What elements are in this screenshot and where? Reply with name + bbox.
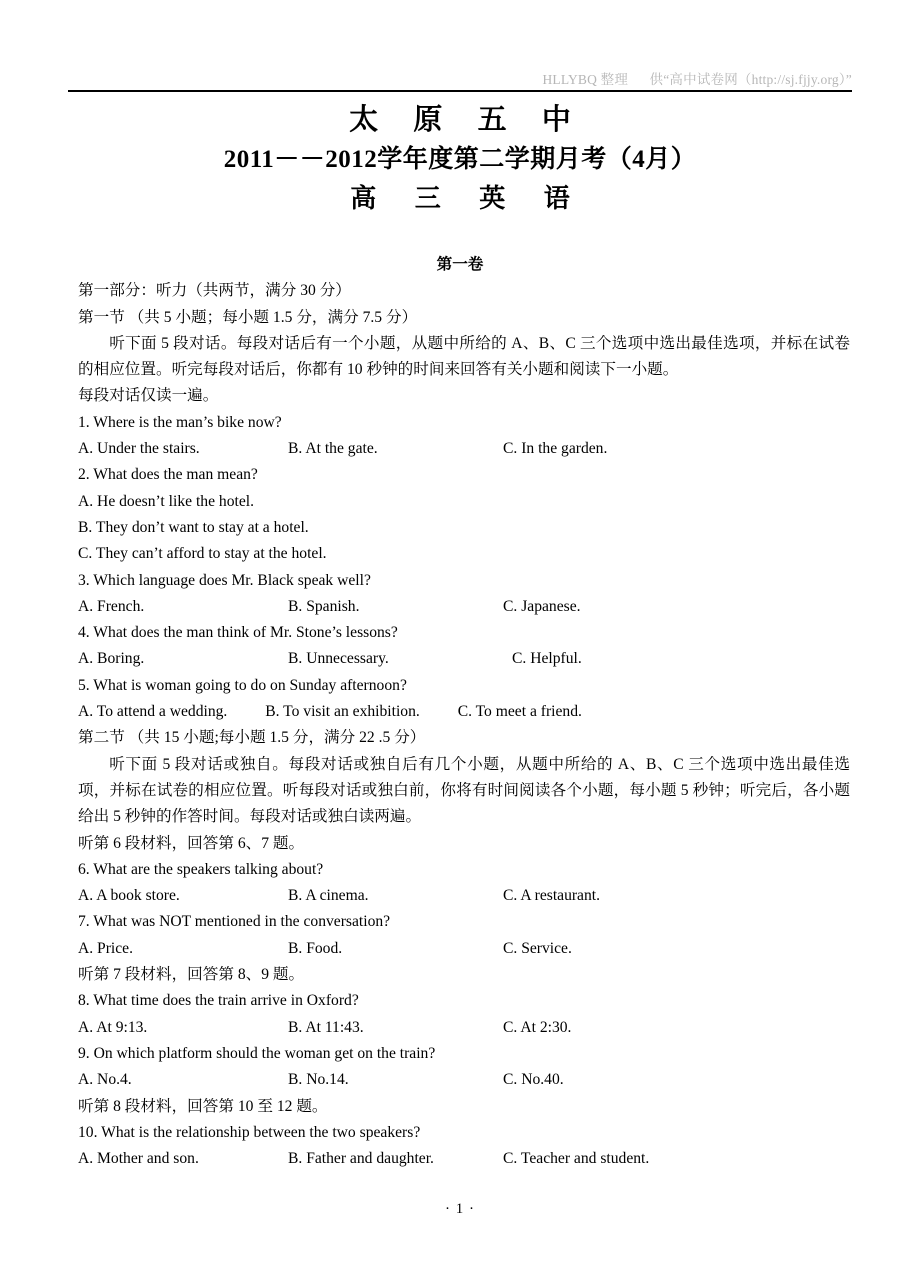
watermark-left-text: HLLYBQ 整理 (542, 72, 629, 87)
option-b[interactable]: B. At 11:43. (288, 1018, 364, 1036)
material-directive-6: 听第 6 段材料，回答第 6、7 题。 (78, 834, 305, 852)
option-b[interactable]: B. Father and daughter. (288, 1150, 434, 1168)
option-c[interactable]: C. Teacher and student. (503, 1150, 650, 1168)
exam-body (78, 252, 852, 1172)
watermark-spacer (632, 72, 646, 87)
option-c[interactable]: C. To meet a friend. (457, 703, 582, 721)
option-a[interactable]: A. A book store. (78, 887, 180, 905)
option-c[interactable]: C. Service. (503, 939, 572, 957)
option-b[interactable]: B. No.14. (288, 1071, 349, 1089)
question-stem-10: 10. What is the relationship between the two speakers? (78, 1123, 421, 1141)
question-stem-1: 1. Where is the man’s bike now? (78, 413, 282, 431)
question-stem-4: 4. What does the man think of Mr. Stone’s lessons? (78, 624, 398, 642)
section-one-instructions: 听下面 5 段对话。每段对话后有一个小题，从题中所给的 A、B、C 三个选项中选出最佳选项，并标在试卷的相应位置。听完每段对话后，你都有 10 秒钟的时间来回答有关小题和阅读下一小题。 (78, 334, 850, 379)
question-options-6 (78, 883, 852, 909)
section-one-heading: 第一节 （共 5 小题；每小题 1.5 分，满分 7.5 分） (78, 308, 418, 326)
section-one-instructions-tail: 每段对话仅读一遍。 (78, 387, 219, 405)
question-stem-2: 2. What does the man mean? (78, 466, 258, 484)
section-two-heading: 第二节 （共 15 小题;每小题 1.5 分，满分 22 .5 分） (78, 729, 426, 747)
header-watermark (68, 68, 852, 88)
volume-heading: 第一卷 (436, 256, 484, 273)
question-options-10 (78, 1146, 852, 1172)
option-c[interactable]: C. In the garden. (503, 440, 608, 458)
option-a[interactable]: A. At 9:13. (78, 1018, 148, 1036)
option-a[interactable]: A. He doesn’t like the hotel. (78, 492, 254, 510)
page-number-footer: · 1 · (445, 1201, 475, 1217)
question-options-7 (78, 936, 852, 962)
subject-title: 高 三 英 语 (350, 184, 586, 213)
question-options-3 (78, 594, 852, 620)
option-c[interactable]: C. Japanese. (503, 597, 581, 615)
option-a[interactable]: A. Under the stairs. (78, 440, 200, 458)
option-b[interactable]: B. Spanish. (288, 597, 360, 615)
exam-title: 2011－－2012学年度第二学期月考（4月） (223, 146, 697, 173)
question-options-5 (78, 699, 852, 725)
option-c[interactable]: C. They can’t afford to stay at the hotel. (78, 545, 327, 563)
option-c[interactable]: C. No.40. (503, 1071, 564, 1089)
header-divider-rule (68, 90, 852, 92)
material-directive-8: 听第 8 段材料，回答第 10 至 12 题。 (78, 1097, 328, 1115)
option-b[interactable]: B. Unnecessary. (288, 650, 389, 668)
title-block (68, 100, 852, 218)
question-stem-6: 6. What are the speakers talking about? (78, 860, 324, 878)
question-options-8 (78, 1015, 852, 1041)
question-stem-3: 3. Which language does Mr. Black speak well? (78, 571, 371, 589)
option-b[interactable]: B. At the gate. (288, 440, 378, 458)
question-stem-9: 9. On which platform should the woman get on the train? (78, 1044, 436, 1062)
option-c[interactable]: C. Helpful. (512, 650, 582, 668)
option-b[interactable]: B. They don’t want to stay at a hotel. (78, 518, 309, 536)
question-options-1 (78, 436, 852, 462)
question-stem-7: 7. What was NOT mentioned in the conversation? (78, 913, 391, 931)
question-options-4 (78, 646, 852, 672)
question-options-9 (78, 1067, 852, 1093)
option-a[interactable]: A. Boring. (78, 650, 145, 668)
option-c[interactable]: C. A restaurant. (503, 887, 601, 905)
option-a[interactable]: A. Mother and son. (78, 1150, 199, 1168)
option-a[interactable]: A. To attend a wedding. (78, 703, 228, 721)
option-b[interactable]: B. A cinema. (288, 887, 369, 905)
part-one-heading: 第一部分：听力（共两节，满分 30 分） (78, 282, 351, 300)
option-a[interactable]: A. French. (78, 597, 145, 615)
option-a[interactable]: A. Price. (78, 939, 133, 957)
option-b[interactable]: B. To visit an exhibition. (265, 703, 420, 721)
option-c[interactable]: C. At 2:30. (503, 1018, 572, 1036)
school-title: 太 原 五 中 (349, 104, 585, 136)
section-two-instructions: 听下面 5 段对话或独自。每段对话或独自后有几个小题，从题中所给的 A、B、C 三个选项中选出最佳选项，并标在试卷的相应位置。听每段对话或独白前，你将有时间阅读各个小题，每小题 5 秒钟；听完后，各小题给出 5 秒钟的作答时间。每段对话或独白读两遍。 (78, 755, 850, 826)
question-stem-5: 5. What is woman going to do on Sunday afternoon? (78, 676, 407, 694)
watermark-right-text: 供“高中试卷网（http://sj.fjjy.org）” (649, 72, 852, 87)
material-directive-7: 听第 7 段材料，回答第 8、9 题。 (78, 966, 305, 984)
option-a[interactable]: A. No.4. (78, 1071, 132, 1089)
question-stem-8: 8. What time does the train arrive in Oxford? (78, 992, 359, 1010)
option-b[interactable]: B. Food. (288, 939, 343, 957)
